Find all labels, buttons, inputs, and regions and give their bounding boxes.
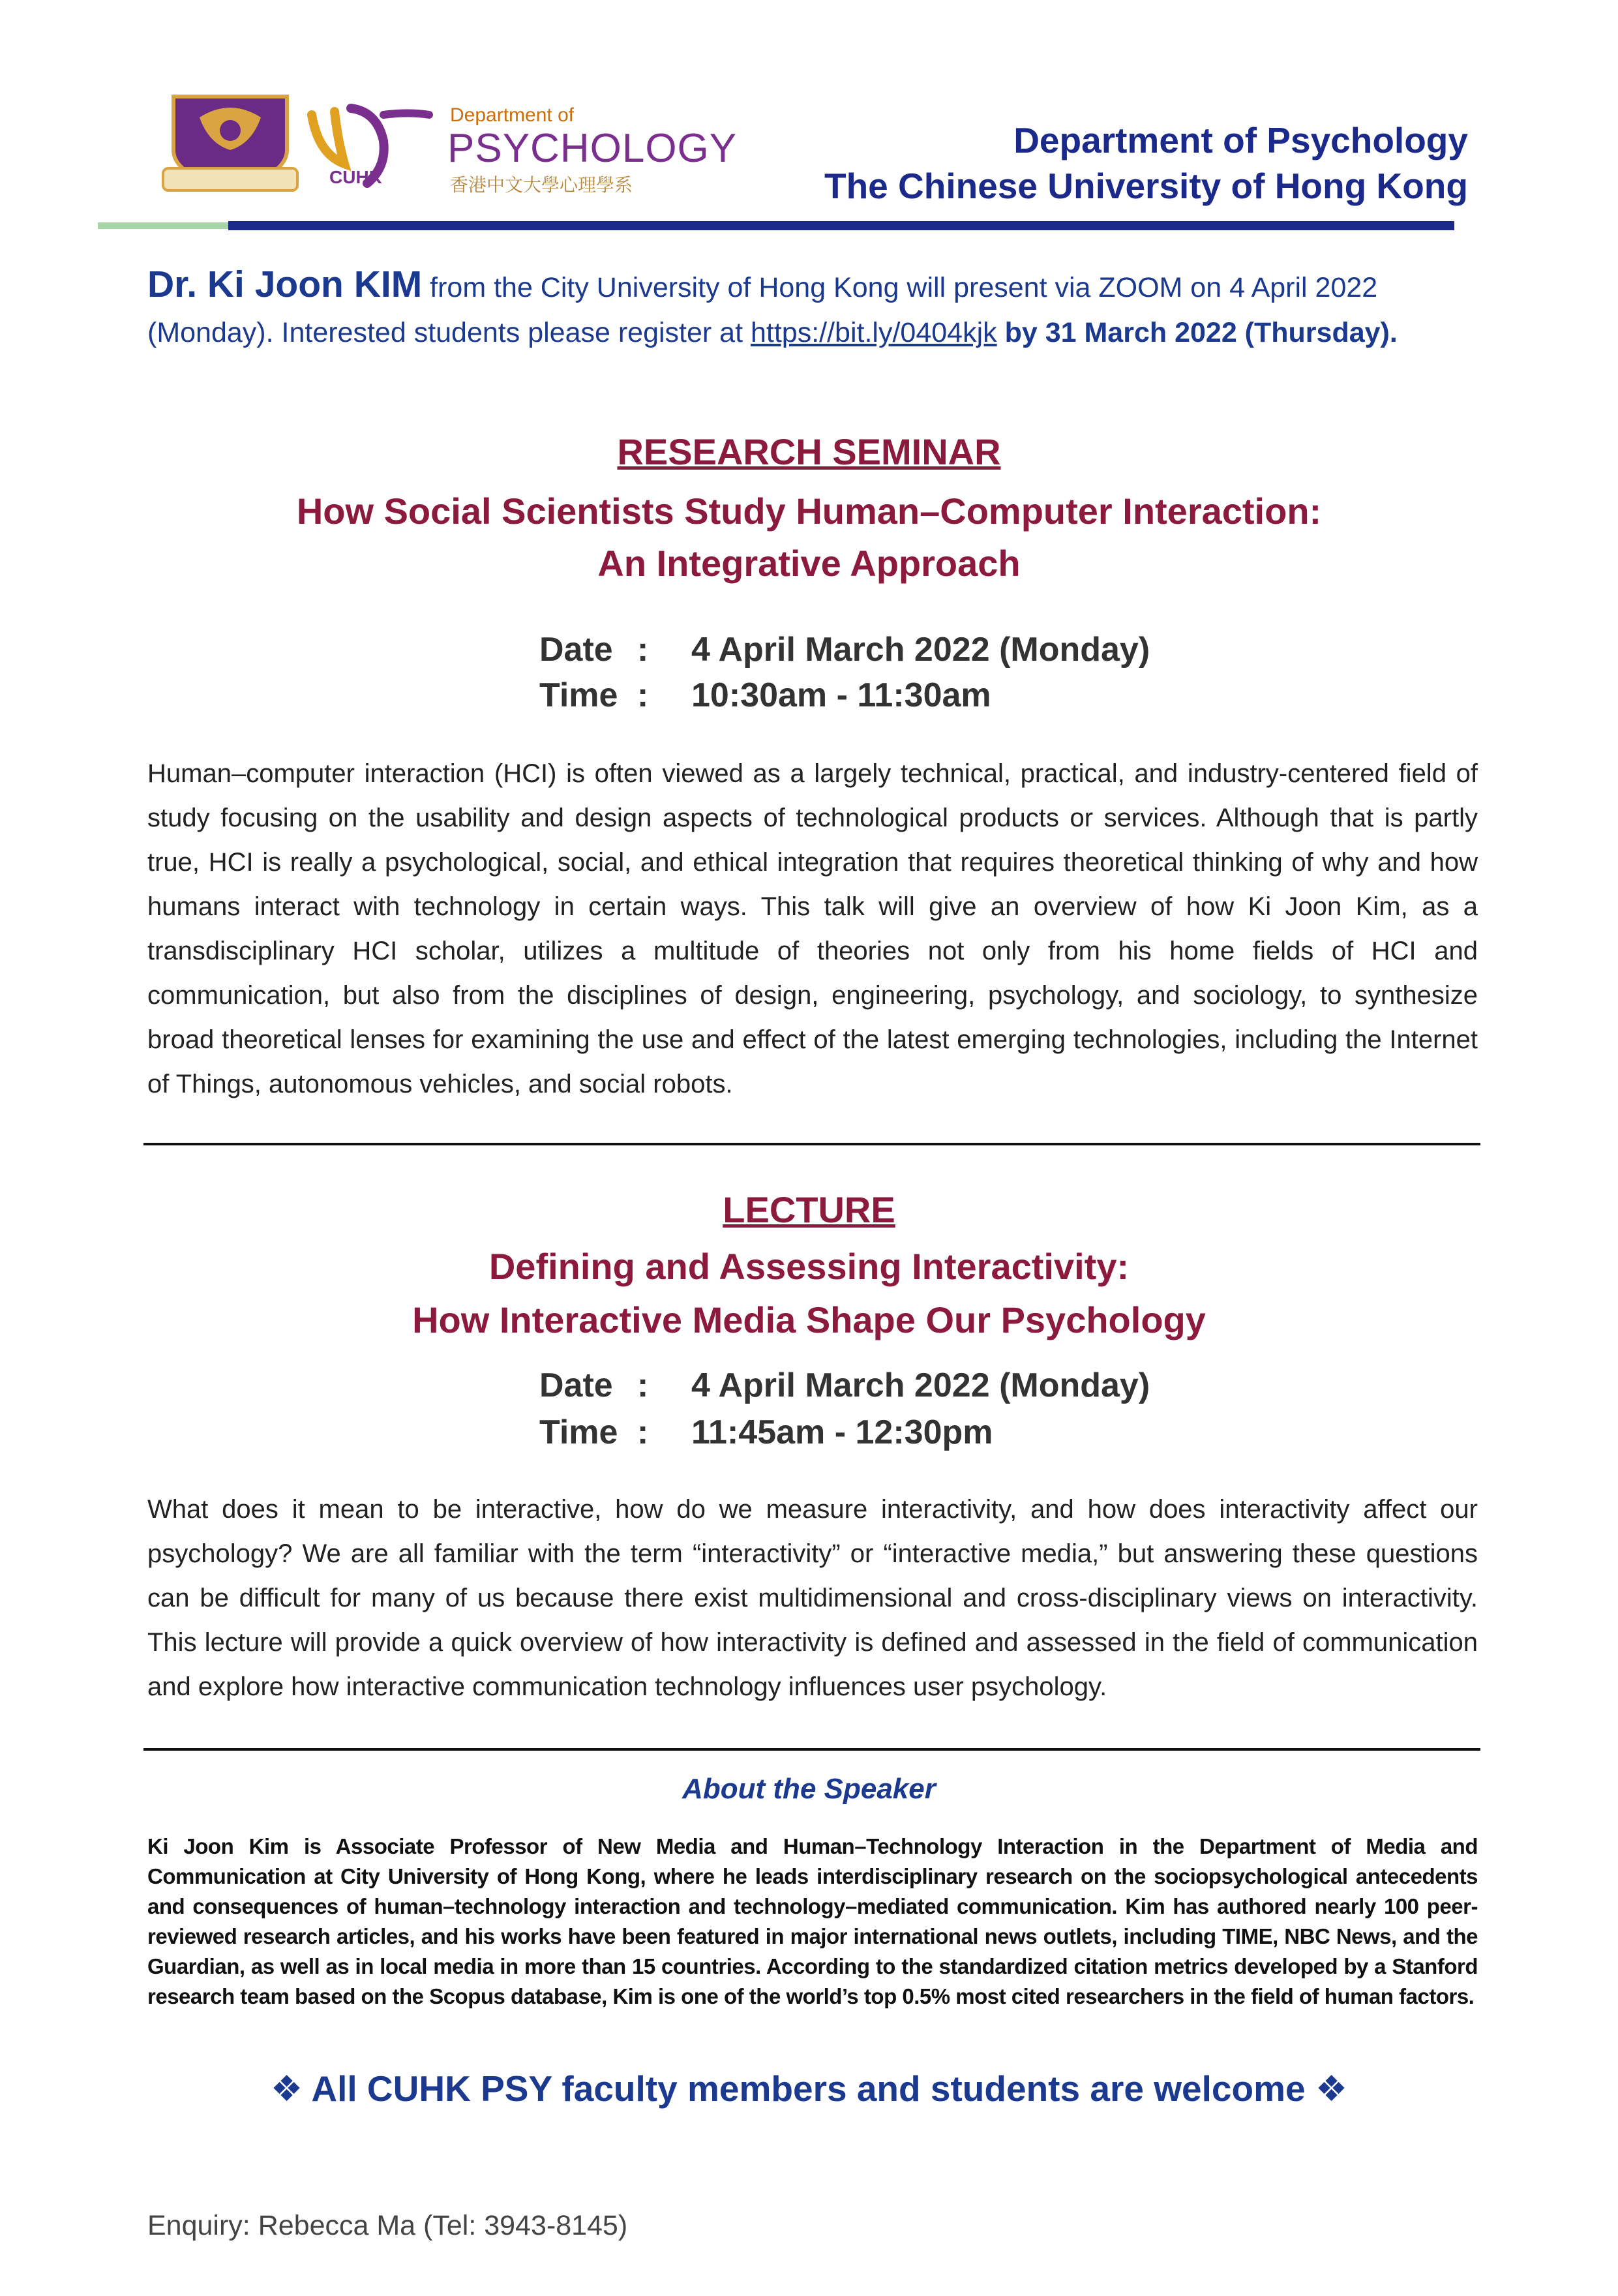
- section-divider: [143, 1143, 1480, 1145]
- section-divider: [143, 1748, 1480, 1751]
- about-speaker-body: Ki Joon Kim is Associate Professor of New Media and Human–Technology Interaction in the Department of Media and Communication at City University of Hong Kong, where he leads interdisciplinary research on the sociopsychological antecedents and consequences of human–technology interaction and technology–mediated communication. Kim has authored nearly 100 peer-reviewed research articles, and his works have been featured in major international news outlets, including TIME, NBC News, and the Guardian, as well as in local media in more than 15 countries. According to the standardized citation metrics developed by a Stanford research team based on the Scopus database, Kim is one of the world’s top 0.5% most cited researchers in the field of human factors.: [147, 1834, 1478, 2008]
- seminar-time-value: 10:30am - 11:30am: [691, 676, 991, 714]
- seminar-date-label: Date: [539, 631, 613, 669]
- seminar-time-row: [539, 676, 1126, 721]
- seminar-date-value: 4 April March 2022 (Monday): [691, 631, 1150, 669]
- lecture-time-value: 11:45am - 12:30pm: [691, 1413, 993, 1451]
- seminar-kind-heading: RESEARCH SEMINAR: [617, 431, 1001, 472]
- header-department-block: [824, 117, 1468, 209]
- welcome-banner: ❖ All CUHK PSY faculty members and students are welcome ❖: [270, 2068, 1348, 2109]
- lecture-date-colon: :: [637, 1367, 649, 1404]
- lecture-abstract: What does it mean to be interactive, how do we measure interactivity, and how does interactivity affect our psychology? We are all familiar with the term “interactivity” or “interactive media,” but answering these questions can be difficult for many of us because there exist multidimensional and cross-disciplinary views on interactivity. This lecture will provide a quick overview of how interactivity is defined and assessed in the field of communication and explore how interactive communication technology influences user psychology.: [147, 1495, 1478, 1701]
- cuhk-crest-logo: [160, 91, 300, 197]
- about-speaker-heading: About the Speaker: [682, 1773, 936, 1805]
- intro-text: from the City University of Hong Kong will present via ZOOM on 4 April 2022 (Monday). Interested students please register at: [147, 272, 1378, 348]
- registration-link[interactable]: https://bit.ly/0404kjk: [750, 317, 997, 348]
- enquiry-contact: Enquiry: Rebecca Ma (Tel: 3943-8145): [147, 2210, 628, 2241]
- header-dept-line: Department of Psychology: [1013, 120, 1468, 160]
- lecture-date-value: 4 April March 2022 (Monday): [691, 1367, 1150, 1404]
- logo-psychology-word: PSYCHOLOGY: [447, 126, 738, 171]
- lecture-time-colon: :: [637, 1413, 649, 1451]
- lecture-date-row: [539, 1366, 1150, 1412]
- lecture-time-row: [539, 1413, 1126, 1458]
- seminar-time-label: Time: [539, 676, 618, 714]
- lecture-time-label: Time: [539, 1413, 618, 1451]
- logo-department-of: Department of: [450, 104, 575, 126]
- seminar-date-colon: :: [637, 631, 649, 669]
- seminar-title-line1: How Social Scientists Study Human–Computer Interaction:: [296, 491, 1322, 532]
- cuhk-logo-text: CUHK: [329, 167, 382, 187]
- header-rule-accent: [98, 222, 228, 229]
- seminar-time-colon: :: [637, 676, 649, 714]
- header-rule: [228, 221, 1454, 230]
- lecture-title-line1: Defining and Assessing Interactivity:: [488, 1246, 1130, 1287]
- registration-deadline: by 31 March 2022 (Thursday).: [996, 317, 1398, 348]
- seminar-date-row: [539, 630, 1150, 676]
- lecture-title-line2: How Interactive Media Shape Our Psychology: [412, 1299, 1206, 1340]
- speaker-name: Dr. Ki Joon KIM: [147, 264, 423, 305]
- seminar-title-line2: An Integrative Approach: [597, 543, 1021, 584]
- lecture-kind-heading: LECTURE: [723, 1189, 895, 1230]
- seminar-abstract: Human–computer interaction (HCI) is often viewed as a largely technical, practical, and industry-centered field of study focusing on the usability and design aspects of technological products or services. Although that is partly true, HCI is really a psychological, social, and ethical integration that requires theoretical thinking of why and how humans interact with technology in certain ways. This talk will give an overview of how Ki Joon Kim, as a transdisciplinary HCI scholar, utilizes a multitude of theories not only from his home fields of HCI and communication, but also from the disciplines of design, engineering, psychology, and sociology, to synthesize broad theoretical lenses for examining the use and effect of the latest emerging technologies, including the Internet of Things, autonomous vehicles, and social robots.: [147, 759, 1478, 1098]
- logo-chinese-name: 香港中文大學心理學系: [450, 175, 633, 195]
- intro-paragraph: [147, 262, 1478, 355]
- lecture-date-label: Date: [539, 1367, 613, 1404]
- header-univ-line: The Chinese University of Hong Kong: [824, 166, 1468, 206]
